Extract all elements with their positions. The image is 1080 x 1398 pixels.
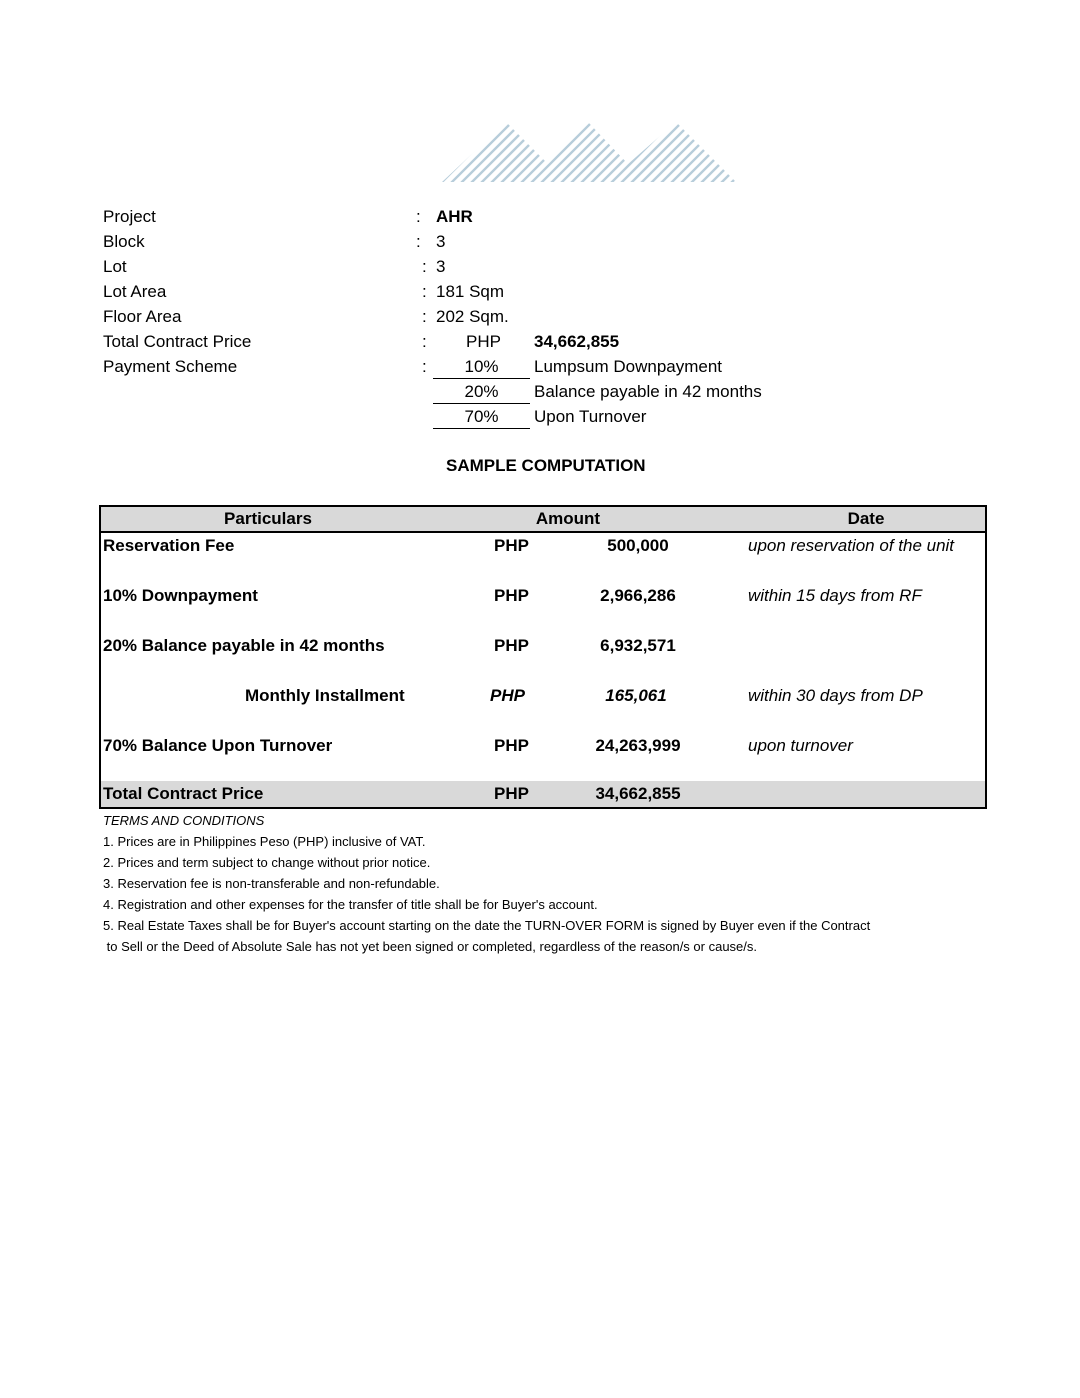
table-row <box>101 583 985 609</box>
row-particular: 70% Balance Upon Turnover <box>103 736 333 755</box>
table-row <box>101 733 985 759</box>
floor-area-value: 202 Sqm. <box>436 307 509 326</box>
row-currency: PHP <box>494 586 529 605</box>
terms-section <box>103 810 870 957</box>
row-date: within 15 days from RF <box>748 586 922 605</box>
row-amount: 24,263,999 <box>595 736 681 755</box>
project-value: AHR <box>436 207 473 226</box>
table-row <box>101 683 985 709</box>
row-amount: 165,061 <box>605 686 667 705</box>
scheme-percent: 70% <box>433 405 530 429</box>
colon: : <box>422 357 427 376</box>
scheme-description: Lumpsum Downpayment <box>534 357 723 376</box>
computation-table <box>99 505 987 809</box>
header-amount: Amount <box>535 509 601 528</box>
row-date: upon turnover <box>748 736 853 755</box>
lot-area-label: Lot Area <box>103 282 167 301</box>
row-currency: PHP <box>494 784 529 803</box>
table-row <box>101 633 985 659</box>
terms-item: 5. Real Estate Taxes shall be for Buyer's account starting on the date the TURN-OVER FORM is signed by Buyer even if the Contract <box>103 918 871 933</box>
row-amount: 6,932,571 <box>600 636 676 655</box>
lot-label: Lot <box>103 257 127 276</box>
row-date: upon reservation of the unit <box>748 536 955 555</box>
row-amount: 500,000 <box>607 536 669 555</box>
row-particular: Reservation Fee <box>103 536 235 555</box>
row-amount: 34,662,855 <box>595 784 681 803</box>
colon: : <box>422 332 427 351</box>
terms-item: 1. Prices are in Philippines Peso (PHP) inclusive of VAT. <box>103 834 426 849</box>
floor-area-label: Floor Area <box>103 307 182 326</box>
table-header <box>101 507 985 533</box>
row-currency: PHP <box>494 736 529 755</box>
tcp-value: 34,662,855 <box>534 332 620 351</box>
payment-scheme-label: Payment Scheme <box>103 357 238 376</box>
terms-item: 4. Registration and other expenses for the transfer of title shall be for Buyer's account. <box>103 897 598 912</box>
header-date: Date <box>847 509 885 528</box>
terms-item: 3. Reservation fee is non-transferable and non-refundable. <box>103 876 440 891</box>
row-particular: 20% Balance payable in 42 months <box>103 636 385 655</box>
tcp-label: Total Contract Price <box>103 332 252 351</box>
terms-item: to Sell or the Deed of Absolute Sale has not yet been signed or completed, regardless of the reason/s or cause/s. <box>103 939 758 954</box>
row-currency: PHP <box>494 636 529 655</box>
scheme-percent: 10% <box>433 355 530 379</box>
row-amount: 2,966,286 <box>600 586 676 605</box>
terms-heading: TERMS AND CONDITIONS <box>103 813 265 828</box>
block-value: 3 <box>436 232 446 251</box>
mountain-logo-icon <box>438 118 740 186</box>
lot-value: 3 <box>436 257 446 276</box>
colon: : <box>416 232 421 251</box>
terms-item: 2. Prices and term subject to change without prior notice. <box>103 855 431 870</box>
row-particular: 10% Downpayment <box>103 586 258 605</box>
block-label: Block <box>103 232 145 251</box>
scheme-description: Upon Turnover <box>534 407 647 426</box>
total-row <box>101 781 985 807</box>
colon: : <box>422 257 427 276</box>
row-particular: Monthly Installment <box>245 686 405 705</box>
lot-area-value: 181 Sqm <box>436 282 505 301</box>
project-label: Project <box>103 207 156 226</box>
row-currency: PHP <box>494 536 529 555</box>
table-row <box>101 533 985 559</box>
row-particular: Total Contract Price <box>103 784 264 803</box>
row-date: within 30 days from DP <box>748 686 923 705</box>
section-title: SAMPLE COMPUTATION <box>446 456 646 475</box>
scheme-description: Balance payable in 42 months <box>534 382 762 401</box>
header-particulars: Particulars <box>224 509 312 528</box>
row-currency: PHP <box>490 686 525 705</box>
scheme-percent: 20% <box>433 380 530 404</box>
colon: : <box>422 307 427 326</box>
tcp-currency: PHP <box>466 332 501 351</box>
colon: : <box>422 282 427 301</box>
colon: : <box>416 207 421 226</box>
